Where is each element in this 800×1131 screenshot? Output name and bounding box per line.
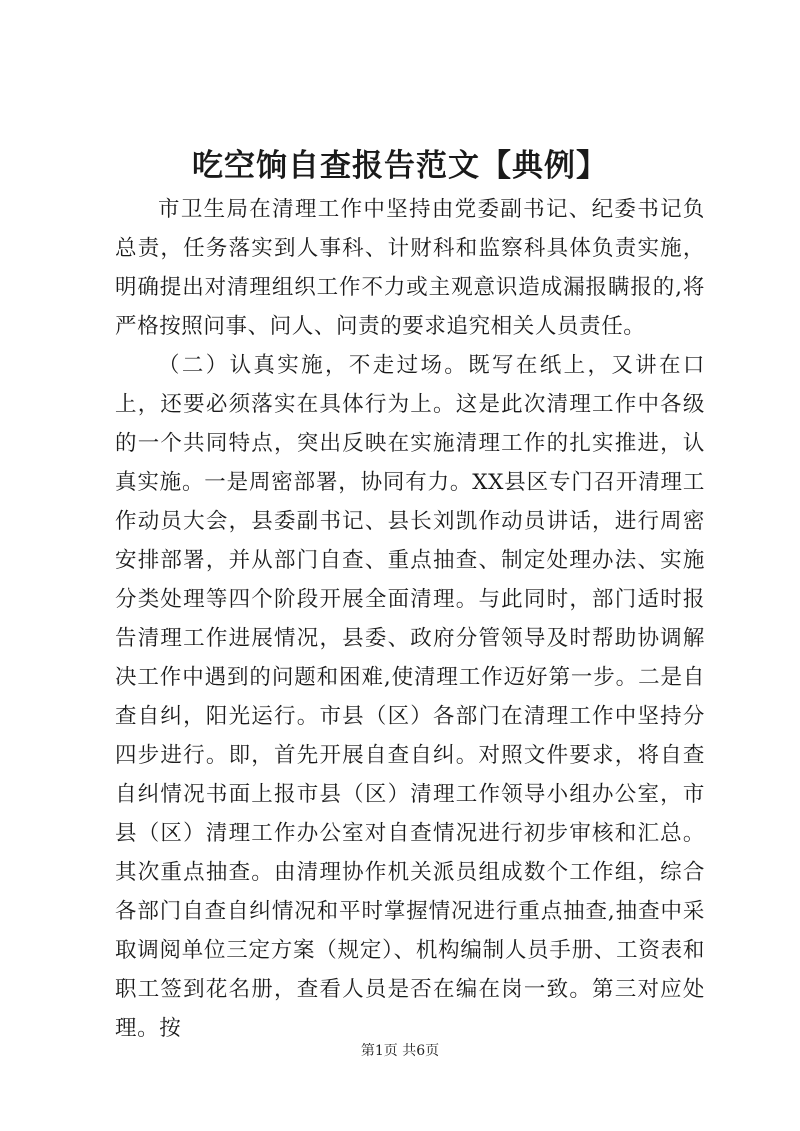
paragraph-2: （二）认真实施，不走过场。既写在纸上，又讲在口上，还要必须落实在具体行为上。这是此次清理工作中各级的一个共同特点，突出反映在实施清理工作的扎实推进，认真实施。一是周密部署，协同有力。XX县区专门召开清理工作动员大会，县委副书记、县长刘凯作动员讲话，进行周密安排部署，并从部门自查、重点抽查、制定处理办法、实施分类处理等四个阶段开展全面清理。与此同时，部门适时报告清理工作进展情况，县委、政府分管领导及时帮助协调解决工作中遇到的问题和困难,使清理工作迈好第一步。二是自查自纠，阳光运行。市县（区）各部门在清理工作中坚持分四步进行。即，首先开展自查自纠。对照文件要求，将自查自纠情况书面上报市县（区）清理工作领导小组办公室，市县（区）清理工作办公室对自查情况进行初步审核和汇总。其次重点抽查。由清理协作机关派员组成数个工作组，综合各部门自查自纠情况和平时掌握情况进行重点抽查,抽查中采取调阅单位三定方案（规定）、机构编制人员手册、工资表和职工签到花名册，查看人员是否在编在岗一致。第三对应处理。按 <box>115 353 705 1041</box>
document-body <box>115 190 705 1048</box>
paragraph-1: 市卫生局在清理工作中坚持由党委副书记、纪委书记负总责，任务落实到人事科、计财科和监察科具体负责实施，明确提出对清理组织工作不力或主观意识造成漏报瞒报的,将严格按照问事、问人、问责的要求追究相关人员责任。 <box>115 197 705 339</box>
page-footer: 第1页 共6页 <box>360 1043 440 1059</box>
document-title: 吃空饷自查报告范文【典例】 <box>192 148 608 184</box>
